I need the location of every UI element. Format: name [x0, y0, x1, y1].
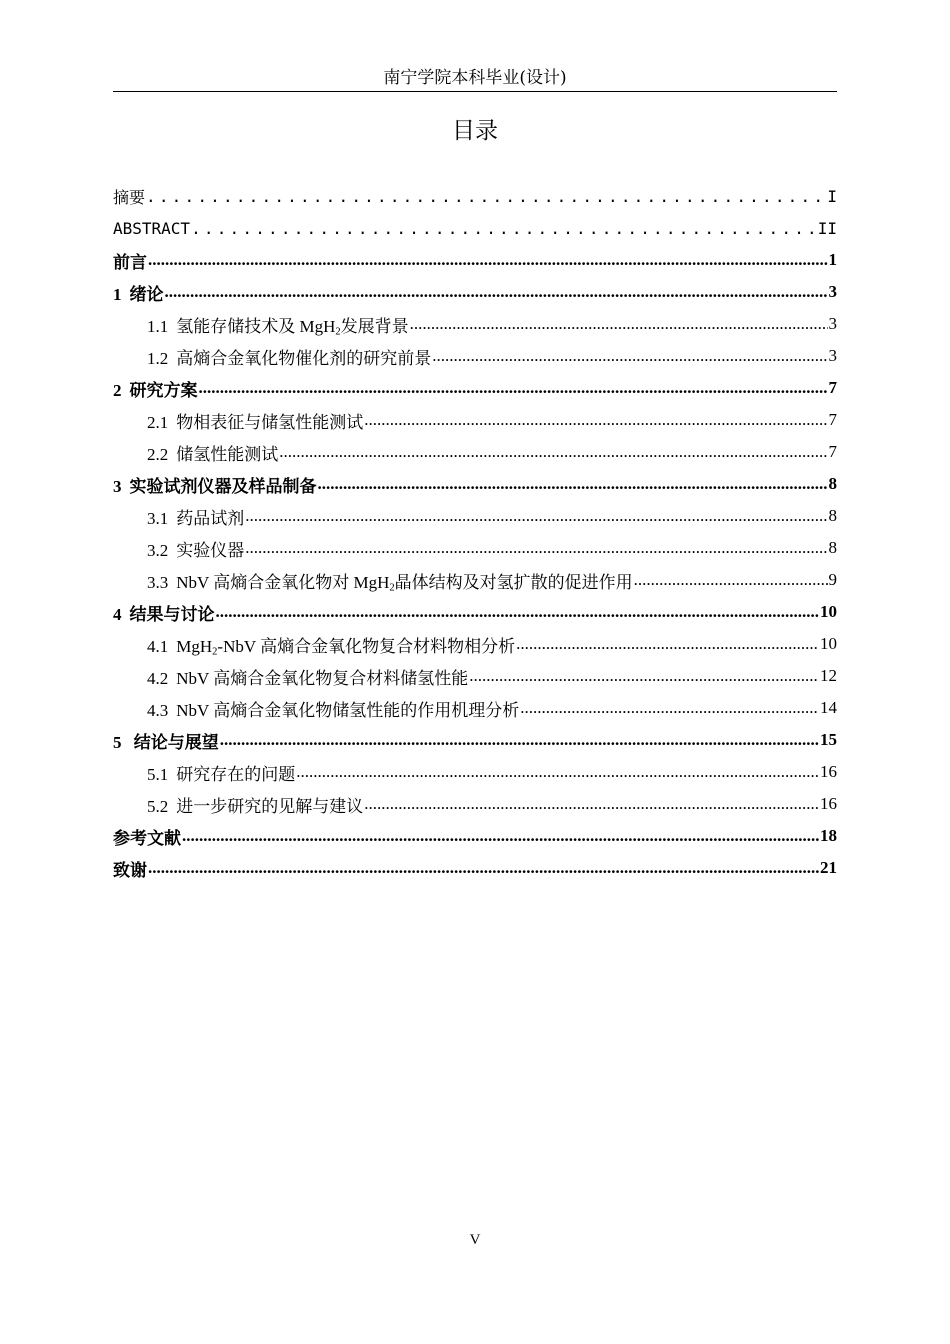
- toc-entry-title: 参考文献: [113, 828, 181, 848]
- toc-page-number: 14: [820, 698, 837, 717]
- toc-entry-number: 3.3: [147, 572, 169, 592]
- toc-entry[interactable]: [113, 692, 837, 724]
- toc-entry[interactable]: [113, 340, 837, 372]
- toc-entry-label: [147, 792, 363, 817]
- toc-entry-title: 绪论: [129, 284, 164, 304]
- dot-leader: [146, 187, 826, 206]
- toc-entry-title: NbV 高熵合金氧化物储氢性能的作用机理分析: [176, 700, 520, 720]
- toc-page-number: 3: [828, 346, 837, 365]
- toc-page-number: 7: [828, 410, 837, 429]
- toc-entry-number: 3.1: [147, 508, 169, 528]
- toc-page-number: 9: [828, 570, 837, 589]
- toc-entry-number: 3.2: [147, 540, 169, 560]
- toc-entry[interactable]: [113, 820, 837, 852]
- toc-entry-label: [147, 344, 431, 369]
- toc-page-number: 8: [828, 506, 837, 525]
- toc-entry-number: 4.2: [147, 668, 169, 688]
- toc-entry-label: [113, 856, 147, 881]
- toc-entry-subscript: 2: [335, 326, 341, 338]
- dot-leader: [165, 282, 828, 302]
- dot-leader: [199, 378, 828, 398]
- dot-leader: [318, 474, 828, 494]
- toc-page-number: 1: [828, 250, 837, 269]
- toc-page-number: 10: [820, 634, 837, 653]
- toc-page-number: 3: [828, 314, 837, 333]
- toc-entry-label: [147, 760, 295, 785]
- toc-page-number: 16: [820, 762, 837, 781]
- toc-entry[interactable]: [113, 788, 837, 820]
- page-number: V: [469, 1232, 481, 1248]
- toc-entry[interactable]: [113, 756, 837, 788]
- toc-entry-label: [113, 248, 147, 273]
- toc-entry[interactable]: [113, 468, 837, 500]
- toc-page-number: II: [817, 218, 837, 238]
- dot-leader: [245, 506, 827, 526]
- dot-leader: [410, 314, 828, 334]
- toc-entry-title: 进一步研究的见解与建议: [176, 796, 364, 816]
- dot-leader: [432, 346, 827, 366]
- toc-entry-label: [147, 408, 363, 433]
- toc-entry-title: 储氢性能测试: [176, 444, 279, 464]
- toc-entry-number: 4.3: [147, 700, 169, 720]
- toc-entry-title: 摘要: [113, 187, 146, 207]
- toc-entry-title-cont: 晶体结构及对氢扩散的促进作用: [394, 572, 633, 592]
- toc-entry-title: 实验仪器: [176, 540, 245, 560]
- toc-entry[interactable]: [113, 372, 837, 404]
- toc-entry-title-cont: 发展背景: [340, 316, 409, 336]
- toc-entry-number: 1: [113, 284, 122, 304]
- toc-entry[interactable]: [113, 180, 837, 212]
- toc-entry-label: [147, 504, 244, 529]
- toc-entry-label: [113, 219, 190, 238]
- toc-entry-title-cont: -NbV 高熵合金氧化物复合材料物相分析: [217, 636, 516, 656]
- toc-entry[interactable]: [113, 308, 837, 340]
- toc-entry-number: 3: [113, 476, 122, 496]
- dot-leader: [634, 570, 828, 590]
- toc-entry-label: [147, 664, 468, 689]
- dot-leader: [469, 666, 819, 686]
- toc-entry-number: 5.2: [147, 796, 169, 816]
- toc-entry-label: [147, 440, 278, 465]
- toc-entry[interactable]: [113, 500, 837, 532]
- toc-page-number: 7: [828, 442, 837, 461]
- toc-entry-number: 1.2: [147, 348, 169, 368]
- toc-entry-label: [113, 280, 164, 305]
- toc-entry-title: 结果与讨论: [129, 604, 215, 624]
- toc-entry-number: 5: [113, 732, 122, 752]
- dot-leader: [216, 602, 820, 622]
- toc-page-number: 21: [820, 858, 837, 877]
- toc-entry-title: 氢能存储技术及 MgH: [176, 316, 336, 336]
- toc-entry-title: ABSTRACT: [113, 218, 191, 238]
- dot-leader: [516, 634, 819, 654]
- toc-page-number: 16: [820, 794, 837, 813]
- table-of-contents: [113, 180, 837, 884]
- running-header: 南宁学院本科毕业(设计): [383, 68, 567, 88]
- toc-entry-title: 前言: [113, 252, 147, 272]
- toc-entry-number: 5.1: [147, 764, 169, 784]
- toc-entry-title: 研究方案: [129, 380, 198, 400]
- toc-entry-label: [113, 376, 198, 401]
- toc-entry-title: 高熵合金氧化物催化剂的研究前景: [176, 348, 432, 368]
- dot-leader: [520, 698, 819, 718]
- toc-page-number: 3: [828, 282, 837, 301]
- dot-leader: [148, 250, 828, 270]
- toc-entry[interactable]: [113, 276, 837, 308]
- toc-entry-label: [113, 600, 215, 625]
- toc-entry-number: 4: [113, 604, 122, 624]
- toc-entry-number: 4.1: [147, 636, 169, 656]
- toc-entry-title: 实验试剂仪器及样品制备: [129, 476, 317, 496]
- toc-entry-label: [147, 632, 515, 657]
- toc-entry[interactable]: [113, 564, 837, 596]
- dot-leader: [220, 730, 819, 750]
- dot-leader: [245, 538, 827, 558]
- toc-entry-title: 物相表征与储氢性能测试: [176, 412, 364, 432]
- toc-entry-title: 结论与展望: [129, 732, 219, 752]
- dot-leader: [364, 410, 827, 430]
- dot-leader: [296, 762, 819, 782]
- toc-entry[interactable]: [113, 244, 837, 276]
- toc-entry[interactable]: [113, 532, 837, 564]
- toc-entry-label: [113, 472, 317, 497]
- toc-entry[interactable]: [113, 628, 837, 660]
- dot-leader: [364, 794, 819, 814]
- dot-leader: [148, 858, 819, 878]
- toc-entry-title: 致谢: [113, 860, 147, 880]
- toc-page-number: 10: [820, 602, 837, 621]
- toc-entry[interactable]: [113, 436, 837, 468]
- toc-page-number: 7: [828, 378, 837, 397]
- dot-leader: [191, 219, 817, 238]
- toc-page-number: I: [827, 186, 837, 206]
- toc-entry-title: MgH: [176, 636, 213, 656]
- toc-entry-number: 2: [113, 380, 122, 400]
- toc-page-number: 12: [820, 666, 837, 685]
- toc-entry-number: 2.2: [147, 444, 169, 464]
- toc-entry-label: [147, 536, 244, 561]
- toc-entry-label: [113, 728, 219, 753]
- toc-entry-label: [147, 696, 519, 721]
- toc-page-number: 8: [828, 474, 837, 493]
- page-title: 目录: [452, 118, 498, 144]
- dot-leader: [279, 442, 827, 462]
- header-rule: [113, 91, 837, 92]
- toc-entry-label: [113, 185, 145, 208]
- toc-page-number: 15: [820, 730, 837, 749]
- toc-entry-number: 2.1: [147, 412, 169, 432]
- toc-entry[interactable]: [113, 852, 837, 884]
- toc-entry-title: NbV 高熵合金氧化物对 MgH: [176, 572, 390, 592]
- toc-entry-title: 研究存在的问题: [176, 764, 296, 784]
- toc-entry[interactable]: [113, 724, 837, 756]
- toc-page-number: 8: [828, 538, 837, 557]
- toc-entry[interactable]: [113, 404, 837, 436]
- toc-entry-title: 药品试剂: [176, 508, 245, 528]
- toc-entry-label: [113, 824, 181, 849]
- toc-entry-subscript: 2: [212, 646, 218, 658]
- toc-entry-label: [147, 568, 633, 593]
- toc-entry[interactable]: [113, 660, 837, 692]
- toc-entry-label: [147, 312, 409, 337]
- toc-entry[interactable]: [113, 212, 837, 244]
- toc-page-number: 18: [820, 826, 837, 845]
- toc-entry-title: NbV 高熵合金氧化物复合材料储氢性能: [176, 668, 469, 688]
- toc-entry[interactable]: [113, 596, 837, 628]
- toc-entry-number: 1.1: [147, 316, 169, 336]
- toc-entry-subscript: 2: [389, 582, 395, 594]
- dot-leader: [182, 826, 819, 846]
